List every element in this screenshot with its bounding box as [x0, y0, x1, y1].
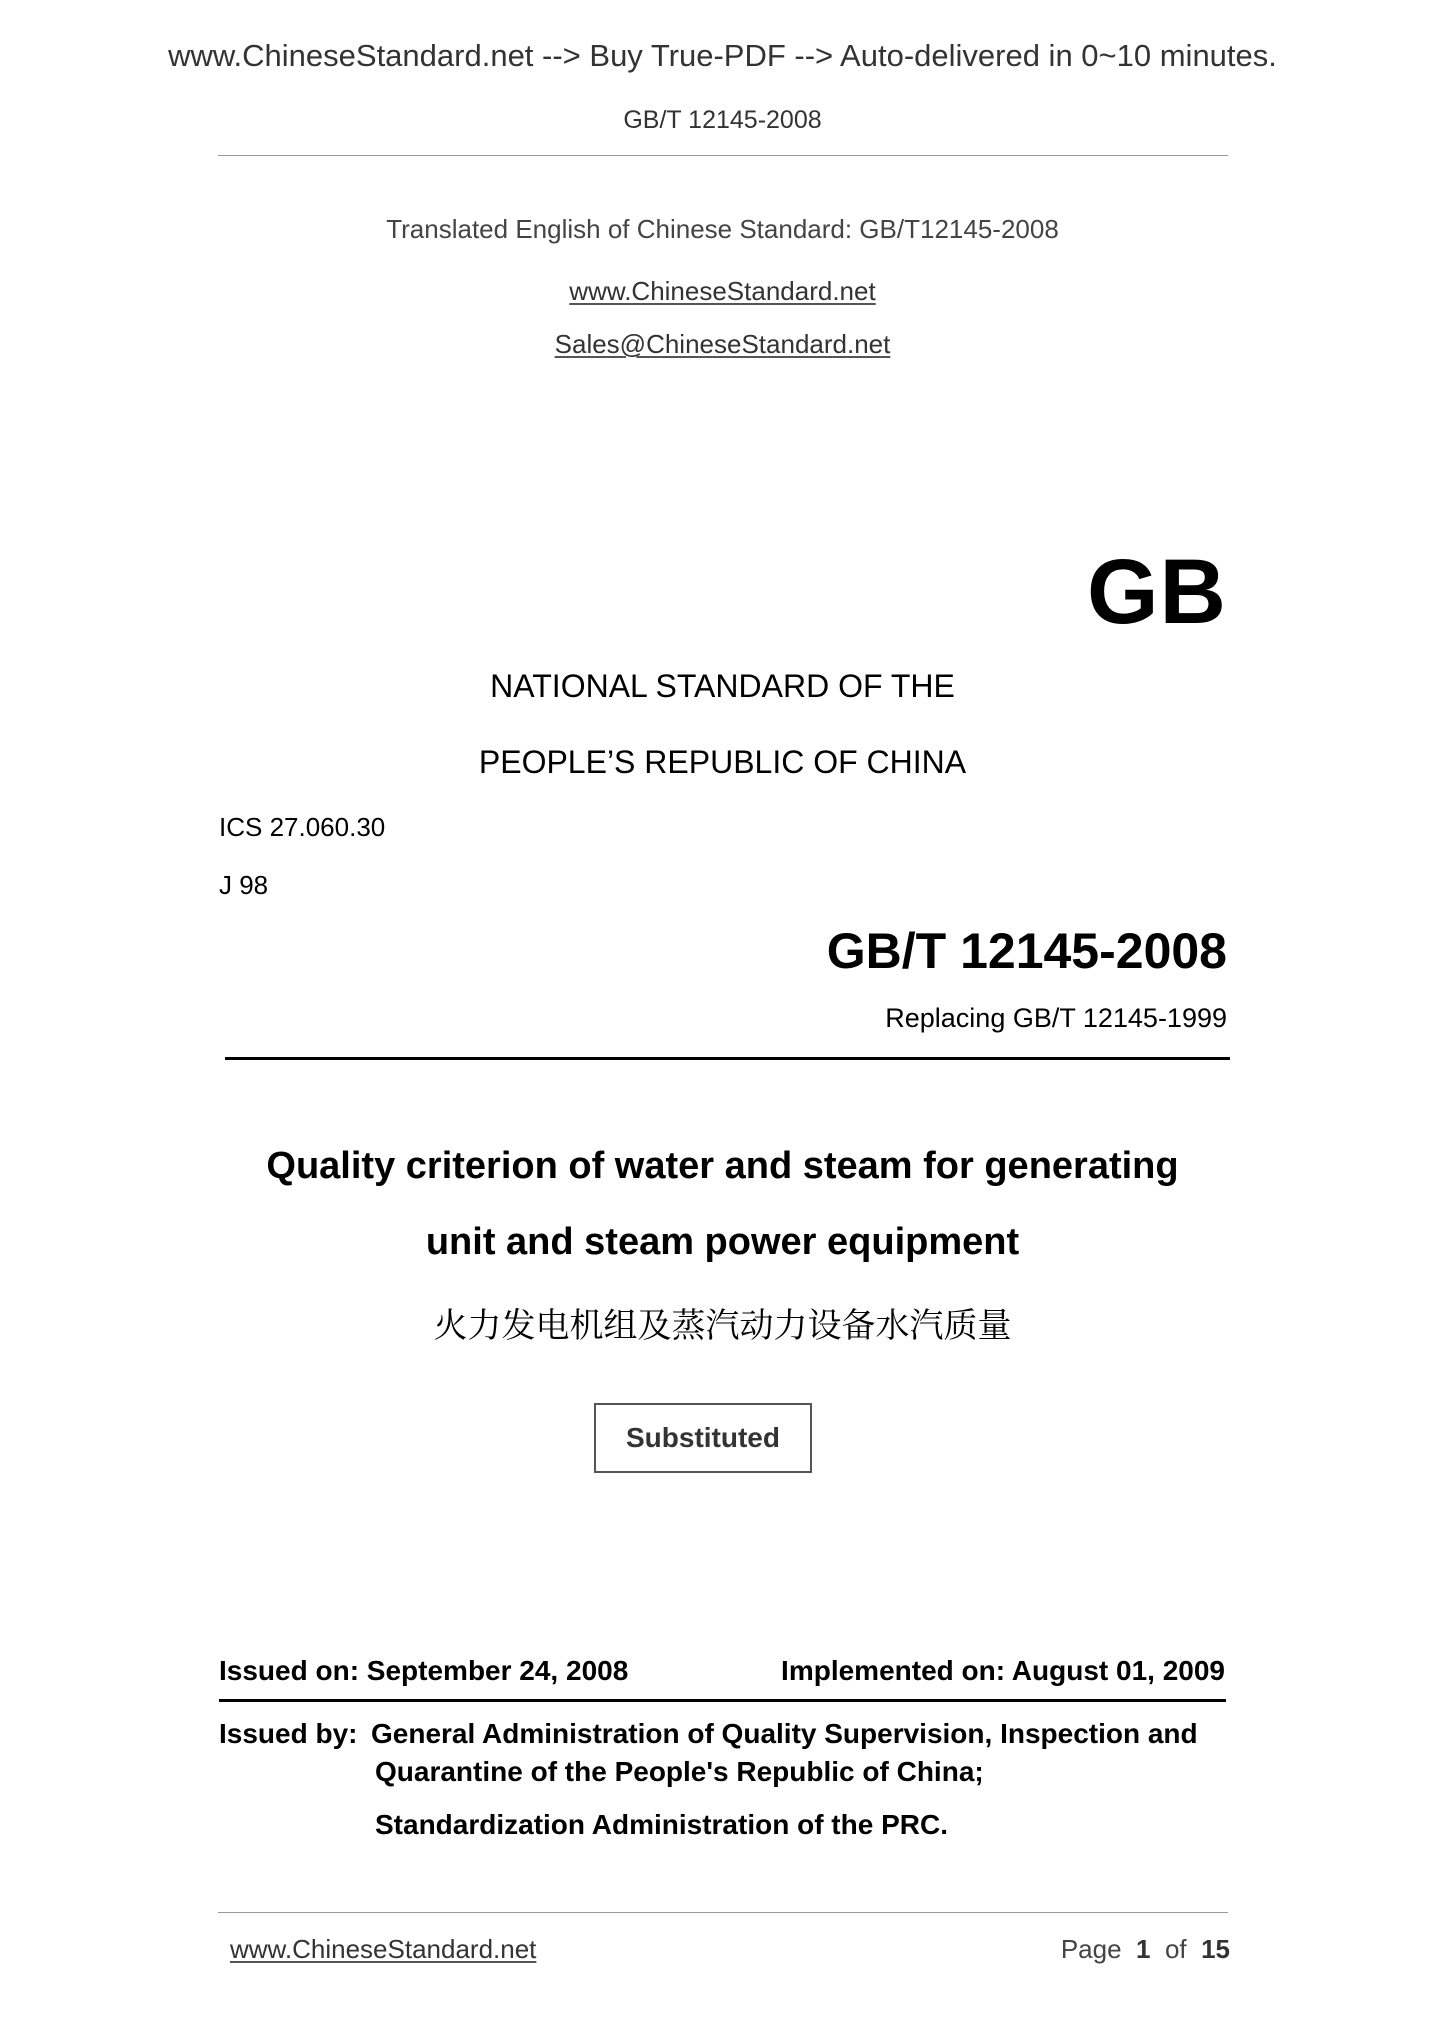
national-standard-line2: PEOPLE’S REPUBLIC OF CHINA: [478, 744, 967, 780]
ics-code: ICS 27.060.30: [219, 812, 386, 842]
issuance-divider: [219, 1699, 1226, 1702]
standard-number: GB/T 12145-2008: [826, 923, 1227, 979]
title-line2: unit and steam power equipment: [425, 1221, 1020, 1263]
footer-website-row: [230, 1934, 536, 1965]
title-chinese: 火力发电机组及蒸汽动力设备水汽质量: [433, 1306, 1012, 1346]
sales-email-row: [0, 329, 1445, 360]
page-total: 15: [1201, 1934, 1230, 1964]
website-link[interactable]: www.ChineseStandard.net: [569, 276, 876, 306]
issuer-line3: Standardization Administration of the PRC.: [375, 1809, 948, 1840]
national-standard-line1: NATIONAL STANDARD OF THE: [490, 668, 955, 704]
implemented-on-date: Implemented on: August 01, 2009: [781, 1655, 1225, 1686]
replacing-standard: Replacing GB/T 12145-1999: [885, 1003, 1227, 1033]
page-indicator: [1061, 1934, 1230, 1965]
footer-website-link[interactable]: www.ChineseStandard.net: [230, 1934, 537, 1964]
translated-notice: Translated English of Chinese Standard: GB/T12145-2008: [386, 214, 1059, 244]
page-label: Page: [1060, 1934, 1122, 1964]
gb-logo: GB: [1087, 541, 1227, 643]
issuer-line1: General Administration of Quality Supervision, Inspection and: [371, 1718, 1198, 1749]
page-current: 1: [1136, 1934, 1151, 1964]
classification-code: J 98: [219, 870, 269, 900]
cover-divider: [225, 1057, 1230, 1060]
issuer-line2: Quarantine of the People's Republic of China;: [375, 1756, 984, 1787]
header-doc-code: GB/T 12145-2008: [623, 106, 822, 134]
sales-email-link[interactable]: Sales@ChineseStandard.net: [554, 329, 891, 359]
website-link-row: [0, 276, 1445, 307]
footer-divider: [218, 1912, 1228, 1913]
top-banner: www.ChineseStandard.net --> Buy True-PDF --> Auto-delivered in 0~10 minutes.: [168, 38, 1277, 73]
status-badge: Substituted: [594, 1403, 812, 1473]
page-of-label: of: [1164, 1934, 1187, 1964]
title-line1: Quality criterion of water and steam for generating: [266, 1145, 1179, 1187]
issued-by-label: Issued by:: [219, 1718, 358, 1749]
issued-on-date: Issued on: September 24, 2008: [219, 1655, 629, 1686]
header-divider: [218, 155, 1228, 156]
